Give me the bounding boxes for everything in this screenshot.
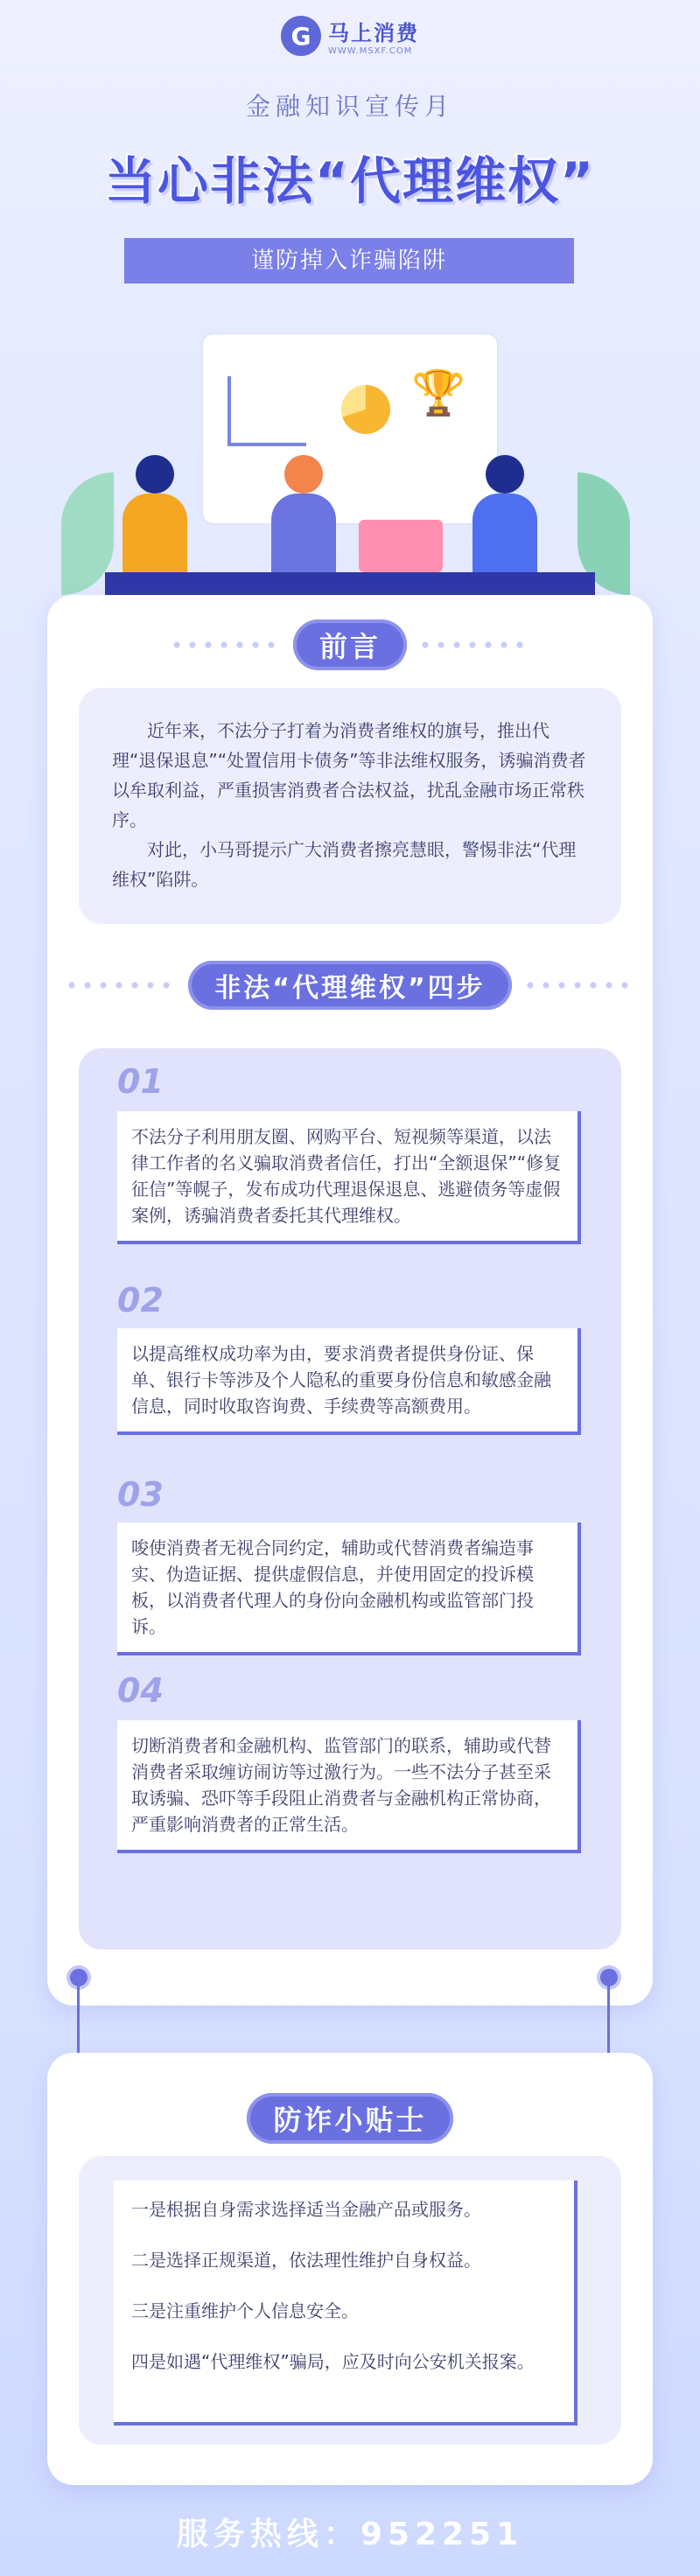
desk xyxy=(105,572,595,595)
intro-title: 前言 xyxy=(293,620,407,670)
step-text: 唆使消费者无视合同约定，辅助或代替消费者编造事实、伪造证据、提供虚假信息，并使用固定的投诉模板，以消费者代理人的身份向金融机构或监管部门投诉。 xyxy=(131,1537,534,1637)
tip-item: 四是如遇“代理维权”骗局，应及时向公安机关报案。 xyxy=(131,2351,535,2372)
steps-title: 非法“代理维权”四步 xyxy=(188,961,511,1010)
warning-banner: 谨防掉入诈骗陷阱 xyxy=(124,238,574,284)
dots-decoration xyxy=(64,982,178,989)
steps-heading xyxy=(0,961,700,1010)
pin-icon xyxy=(70,1969,88,1986)
step-number: 03 xyxy=(117,1475,164,1514)
page-title: 当心非法“代理维权” xyxy=(104,151,596,211)
brand-url: WWW.MSXF.COM xyxy=(328,46,413,56)
tip-item: 三是注重维护个人信息安全。 xyxy=(131,2300,359,2321)
laptop-icon xyxy=(359,520,443,572)
logo-icon: G xyxy=(281,16,321,56)
dots-decoration xyxy=(522,982,636,989)
tips-title: 防诈小贴士 xyxy=(247,2093,452,2144)
intro-paragraph-1: 近年来，不法分子打着为消费者维权的旗号，推出代理“退保退息”“处置信用卡债务”等非法维权服务，诱骗消费者以牟取利益，严重损害消费者合法权益，扰乱金融市场正常秩序。 xyxy=(112,720,586,830)
step-number: 04 xyxy=(117,1671,164,1710)
intro-paragraph-2: 对此，小马哥提示广大消费者擦亮慧眼，警惕非法“代理维权”陷阱。 xyxy=(112,839,577,890)
pie-chart-icon xyxy=(341,385,390,434)
trophy-icon: 🏆 xyxy=(411,368,466,418)
hero-illustration xyxy=(61,315,639,595)
dots-decoration xyxy=(417,641,531,648)
dots-decoration xyxy=(169,641,283,648)
tip-item: 二是选择正规渠道，依法理性维护自身权益。 xyxy=(131,2250,481,2271)
woman-figure-center xyxy=(271,455,336,572)
step-text: 不法分子利用朋友圈、网购平台、短视频等渠道，以法律工作者的名义骗取消费者信任，打出“全额退保”“修复征信”等幌子，发布成功代理退保退息、逃避债务等虚假案例，诱骗消费者委托其代理维权。 xyxy=(131,1126,562,1226)
step-card xyxy=(117,1522,581,1656)
woman-figure-left xyxy=(122,455,187,572)
step-text: 以提高维权成功率为由，要求消费者提供身份证、保单、银行卡等涉及个人隐私的重要身份信息和敏感金融信息，同时收取咨询费、手续费等高额费用。 xyxy=(131,1343,551,1417)
step-text: 切断消费者和金融机构、监管部门的联系，辅助或代替消费者采取缠访闹访等过激行为。一些不法分子甚至采取诱骗、恐吓等手段阻止消费者与金融机构正常协商，严重影响消费者的正常生活。 xyxy=(131,1735,551,1835)
intro-box xyxy=(79,688,621,924)
tips-heading xyxy=(0,2093,700,2144)
brand-logo xyxy=(0,16,700,56)
step-number: 01 xyxy=(117,1062,164,1101)
bar-chart-icon xyxy=(228,376,306,446)
brand-name: 马上消费 xyxy=(328,21,419,46)
service-hotline: 服务热线：952251 xyxy=(176,2516,524,2552)
step-card xyxy=(117,1720,581,1853)
intro-heading xyxy=(0,620,700,670)
man-figure-right xyxy=(472,455,537,572)
step-card xyxy=(117,1111,581,1244)
tip-item: 一是根据自身需求选择适当金融产品或服务。 xyxy=(131,2199,481,2220)
tips-list xyxy=(114,2180,578,2426)
page-subtitle: 金融知识宣传月 xyxy=(245,92,454,121)
pin-icon xyxy=(600,1969,618,1986)
step-number: 02 xyxy=(117,1281,164,1320)
step-card xyxy=(117,1328,581,1435)
